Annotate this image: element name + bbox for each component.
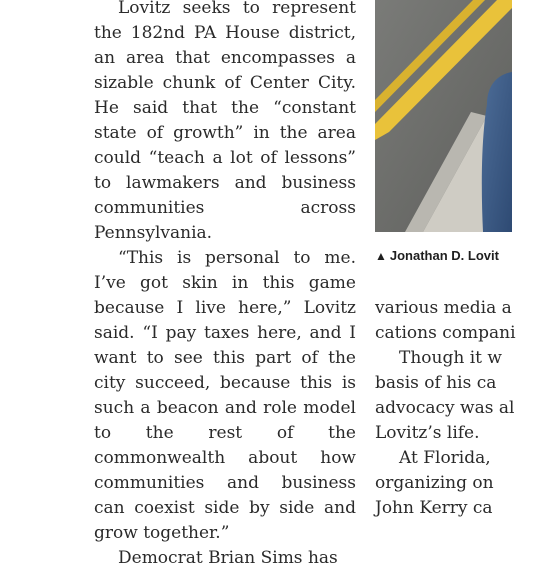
caption-triangle-icon: ▲ (375, 249, 387, 263)
right-column-line: Lovitz’s life. (375, 423, 480, 443)
article-left-column (94, 0, 356, 571)
article-paragraph-1: Lovitz seeks to represent the 182nd PA House district, an area that encompasses a sizable chunk of Center City. He said that the “constant state of growth” in the area could “teach a lot of lessons” to lawmakers and business communities across Pennsylvania. (94, 0, 356, 243)
article-paragraph-2: “This is personal to me. I’ve got skin in this game because I live here,” Lovitz said. “I pay taxes here, and I want to see this part of the city succeed, because this is such a beacon and role model to the rest of the commonwealth about how communities and business can coexist side by side and grow together.” (94, 248, 356, 543)
street-photo-image (375, 0, 512, 232)
right-column-line: At Florida, (399, 448, 491, 468)
right-column-line: Though it w (399, 348, 502, 368)
right-column-line: John Kerry ca (375, 498, 493, 518)
article-right-column (375, 296, 535, 521)
caption-text: Jonathan D. Lovit (389, 248, 499, 263)
right-column-line: cations compani (375, 323, 516, 343)
right-column-line: advocacy was al (375, 398, 515, 418)
photo-caption (375, 248, 515, 263)
right-column-line: organizing on (375, 473, 494, 493)
article-paragraph-3: Democrat Brian Sims has (118, 548, 338, 568)
right-column-line: various media a (375, 298, 512, 318)
article-photo (375, 0, 512, 232)
right-column-line: basis of his ca (375, 373, 497, 393)
